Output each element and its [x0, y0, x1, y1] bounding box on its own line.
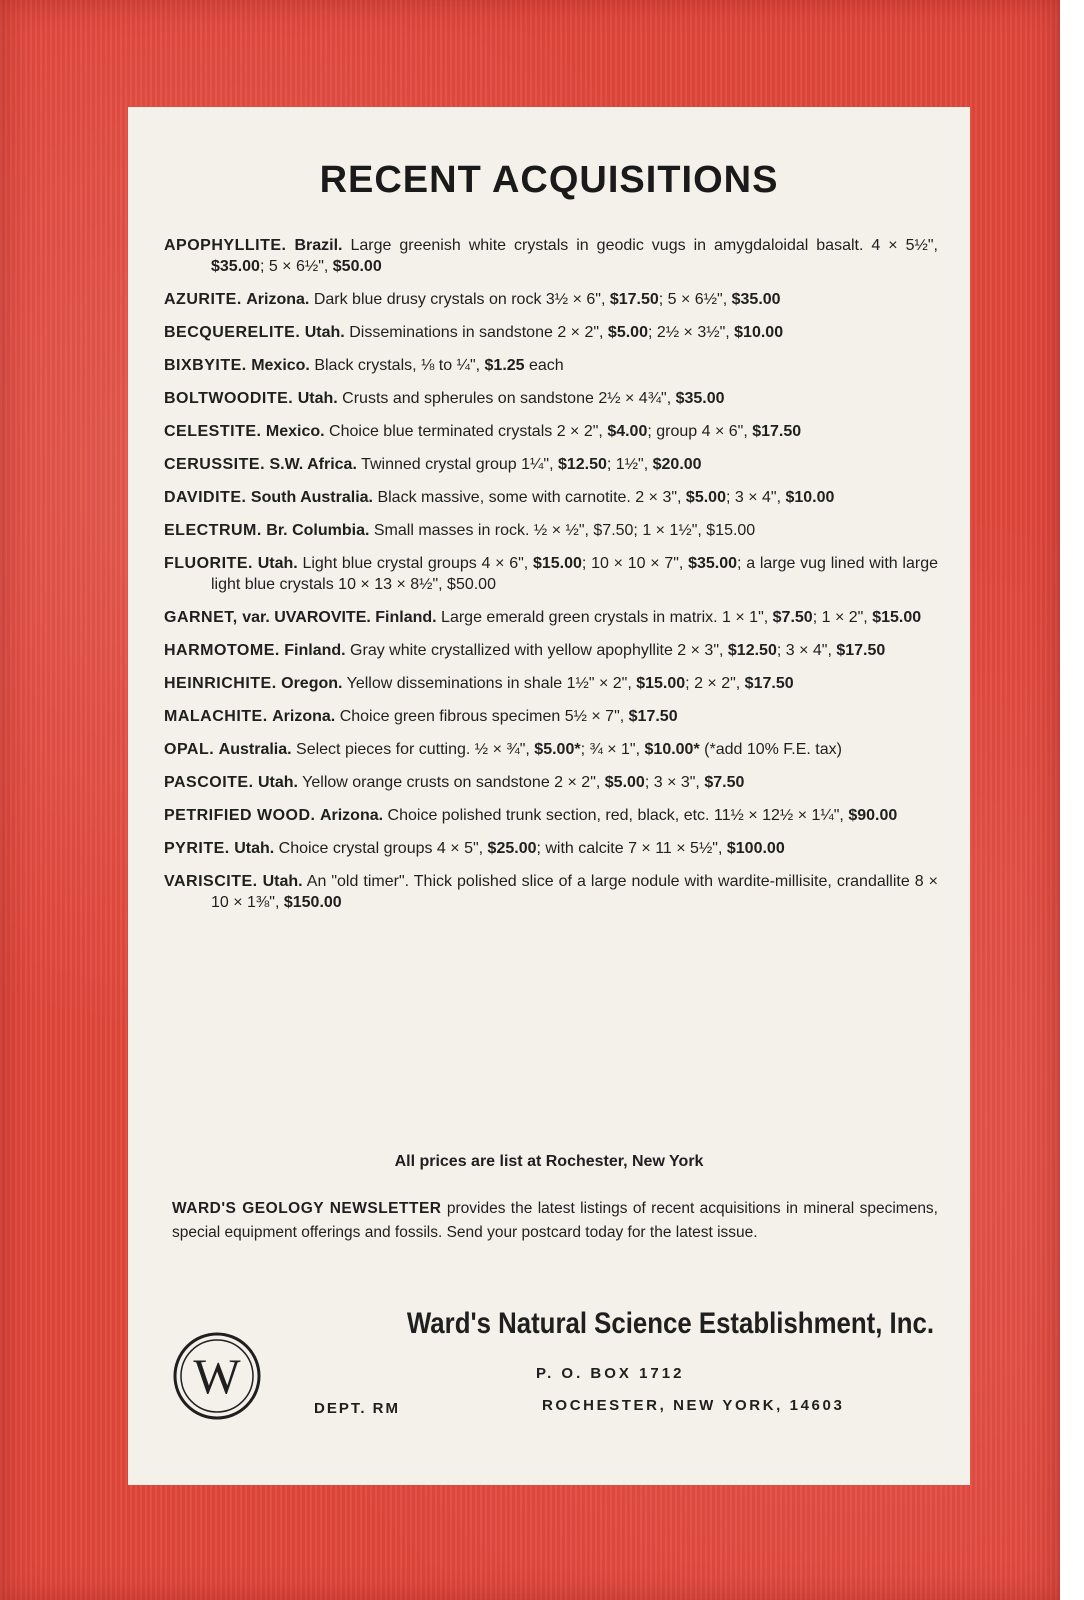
price-primary: $5.00*: [534, 741, 581, 758]
mineral-location: Utah.: [297, 390, 338, 407]
acquisition-entry: [164, 421, 938, 442]
acquisition-entry: [164, 607, 938, 628]
acquisition-entry: [164, 805, 938, 826]
price-separator: ; 5 × 6½",: [259, 258, 329, 275]
mineral-name: PASCOITE.: [164, 774, 254, 791]
logo-letter: W: [193, 1348, 241, 1404]
mineral-name: CELESTITE.: [164, 423, 262, 440]
mineral-location: Utah.: [304, 324, 345, 341]
wards-logo-icon: [172, 1331, 262, 1421]
mineral-description: Black massive, some with carnotite. 2 × 3",: [377, 489, 682, 506]
price-separator: ; group 4 × 6",: [647, 423, 748, 440]
mineral-description: Black crystals, ⅛ to ¼",: [314, 357, 481, 374]
acquisition-entry: [164, 739, 938, 760]
entry-note: (*add 10% F.E. tax): [699, 741, 842, 758]
price-separator: ; 2½ × 3½",: [647, 324, 730, 341]
mineral-name: HARMOTOME.: [164, 642, 280, 659]
price-primary: $25.00: [487, 840, 537, 857]
mineral-description: Select pieces for cutting. ½ × ¾",: [296, 741, 530, 758]
mineral-description: Large greenish white crystals in geodic vugs in amygdaloidal basalt. 4 × 5½",: [350, 237, 938, 254]
company-name: Ward's Natural Science Establishment, Inc.: [406, 1307, 934, 1340]
mineral-description: Twinned crystal group 1¼",: [361, 456, 554, 473]
acquisition-entry: [164, 553, 938, 595]
acquisition-entry: [164, 235, 938, 277]
mineral-name: PYRITE.: [164, 840, 230, 857]
acquisition-entry: [164, 706, 938, 727]
mineral-description: Yellow disseminations in shale 1½" × 2",: [346, 675, 632, 692]
mineral-name: BECQUERELITE.: [164, 324, 301, 341]
acquisition-entry: [164, 487, 938, 508]
catalog-card: [128, 107, 970, 1485]
city-address: ROCHESTER, NEW YORK, 14603: [542, 1397, 845, 1414]
mineral-location: Brazil.: [294, 237, 343, 254]
price-primary: $15.00: [532, 555, 582, 572]
mineral-location: South Australia.: [250, 489, 373, 506]
newsletter-text: provides the latest listings of recent acquisitions in mineral specimens, special equipment offerings and fossils. Send your postcard today for the latest issue.: [172, 1200, 938, 1241]
mineral-description: Choice polished trunk section, red, black, etc. 11½ × 12½ × 1¼",: [387, 807, 844, 824]
price-primary: $7.50: [772, 609, 813, 626]
price-primary: $12.50: [557, 456, 607, 473]
mineral-description: Light blue crystal groups 4 × 6",: [302, 555, 529, 572]
acquisition-entry: [164, 871, 938, 913]
mineral-location: Oregon.: [281, 675, 343, 692]
mineral-description: Choice crystal groups 4 × 5",: [278, 840, 484, 857]
mineral-description: Disseminations in sandstone 2 × 2",: [349, 324, 604, 341]
acquisition-entry: [164, 454, 938, 475]
prices-note: All prices are list at Rochester, New York: [394, 1153, 704, 1170]
acquisition-entry: [164, 322, 938, 343]
price-primary: $5.00: [607, 324, 648, 341]
mineral-description: Crusts and spherules on sandstone 2½ × 4¾",: [342, 390, 672, 407]
mineral-location: Utah.: [257, 555, 298, 572]
mineral-location: Mexico.: [265, 423, 325, 440]
department: DEPT. RM: [314, 1400, 401, 1417]
price-primary: $35.00: [675, 390, 725, 407]
mineral-name: HEINRICHITE.: [164, 675, 277, 692]
mineral-description: An "old timer". Thick polished slice of a large nodule with wardite-millisite, crandallite 8 × 10 × 1⅜",: [211, 873, 939, 911]
acquisition-entry: [164, 772, 938, 793]
mineral-location: Arizona.: [319, 807, 384, 824]
mineral-name: GARNET,: [164, 609, 238, 626]
mineral-name: OPAL.: [164, 741, 215, 758]
mineral-name: AZURITE.: [164, 291, 242, 308]
mineral-name: CERUSSITE.: [164, 456, 266, 473]
price-primary: $1.25: [484, 357, 525, 374]
acquisition-entry: [164, 838, 938, 859]
acquisition-entry: [164, 520, 938, 541]
price-secondary: $10.00: [734, 324, 784, 341]
mineral-location: Utah.: [262, 873, 303, 890]
price-separator: ; 5 × 6½",: [658, 291, 728, 308]
price-separator: ; 3 × 4",: [776, 642, 832, 659]
price-secondary: $35.00: [731, 291, 781, 308]
mineral-name: BOLTWOODITE.: [164, 390, 294, 407]
price-primary: $35.00: [211, 258, 260, 275]
price-separator: ; 3 × 3",: [644, 774, 700, 791]
price-secondary: $100.00: [726, 840, 785, 857]
mineral-name: ELECTRUM.: [164, 522, 262, 539]
price-separator: ; 2 × 2",: [685, 675, 741, 692]
price-secondary: $17.50: [744, 675, 794, 692]
acquisitions-list: [164, 235, 938, 925]
mineral-location: Australia.: [218, 741, 292, 758]
mineral-location: Utah.: [258, 774, 298, 791]
mineral-location: S.W. Africa.: [269, 456, 357, 473]
price-secondary: $20.00: [652, 456, 702, 473]
mineral-name: BIXBYITE.: [164, 357, 247, 374]
price-primary: $5.00: [604, 774, 645, 791]
mineral-name: DAVIDITE.: [164, 489, 247, 506]
price-primary: $90.00: [848, 807, 898, 824]
mineral-name: MALACHITE.: [164, 708, 268, 725]
acquisition-entry: [164, 640, 938, 661]
newsletter-name: WARD'S GEOLOGY NEWSLETTER: [172, 1200, 442, 1217]
price-separator: ; with calcite 7 × 11 × 5½",: [536, 840, 723, 857]
newsletter-paragraph: [172, 1197, 938, 1245]
price-secondary: $50.00: [332, 258, 382, 275]
price-separator: ; ¾ × 1",: [580, 741, 641, 758]
mineral-name: APOPHYLLITE.: [164, 237, 287, 254]
mineral-name: FLUORITE.: [164, 555, 253, 572]
price-separator: ; 3 × 4",: [725, 489, 782, 506]
mineral-description: Dark blue drusy crystals on rock 3½ × 6",: [313, 291, 606, 308]
price-primary: $12.50: [727, 642, 777, 659]
acquisition-entry: [164, 388, 938, 409]
price-primary: $5.00: [685, 489, 726, 506]
mineral-description: Choice green fibrous specimen 5½ × 7",: [339, 708, 625, 725]
mineral-location: Utah.: [234, 840, 275, 857]
mineral-location: Mexico.: [251, 357, 310, 374]
mineral-location: Arizona.: [272, 708, 336, 725]
price-secondary: $17.50: [836, 642, 886, 659]
price-secondary: $10.00*: [644, 741, 700, 758]
price-separator: ; 1½",: [606, 456, 649, 473]
price-secondary: $7.50: [704, 774, 745, 791]
mineral-location: Arizona.: [246, 291, 310, 308]
price-secondary: $35.00: [688, 555, 738, 572]
mineral-location: Br. Columbia.: [266, 522, 370, 539]
acquisition-entry: [164, 355, 938, 376]
mineral-location: var. UVAROVITE. Finland.: [242, 609, 437, 626]
price-primary: $4.00: [607, 423, 648, 440]
mineral-name: PETRIFIED WOOD.: [164, 807, 316, 824]
price-primary: $150.00: [283, 894, 342, 911]
mineral-description: Gray white crystallized with yellow apophyllite 2 × 3",: [350, 642, 724, 659]
price-separator: ; 10 × 10 × 7",: [581, 555, 684, 572]
po-box: P. O. BOX 1712: [536, 1365, 685, 1382]
price-separator: ; 1 × 2",: [812, 609, 868, 626]
mineral-name: VARISCITE.: [164, 873, 258, 890]
acquisition-entry: [164, 673, 938, 694]
price-primary: $17.50: [628, 708, 678, 725]
mineral-description: Large emerald green crystals in matrix. 1 × 1",: [441, 609, 769, 626]
mineral-description: Choice blue terminated crystals 2 × 2",: [329, 423, 603, 440]
page-title: RECENT ACQUISITIONS: [319, 159, 779, 201]
mineral-description: Small masses in rock. ½ × ½", $7.50; 1 × 1½", $15.00: [373, 522, 756, 539]
entry-note: ; a large vug lined with large light blue crystals 10 × 13 × 8½", $50.00: [211, 555, 939, 593]
price-secondary: $10.00: [785, 489, 835, 506]
mineral-location: Finland.: [284, 642, 346, 659]
price-primary: $15.00: [636, 675, 686, 692]
price-primary: $17.50: [609, 291, 659, 308]
price-separator: each: [524, 357, 564, 374]
acquisition-entry: [164, 289, 938, 310]
mineral-description: Yellow orange crusts on sandstone 2 × 2",: [302, 774, 601, 791]
price-secondary: $15.00: [872, 609, 922, 626]
price-secondary: $17.50: [752, 423, 802, 440]
